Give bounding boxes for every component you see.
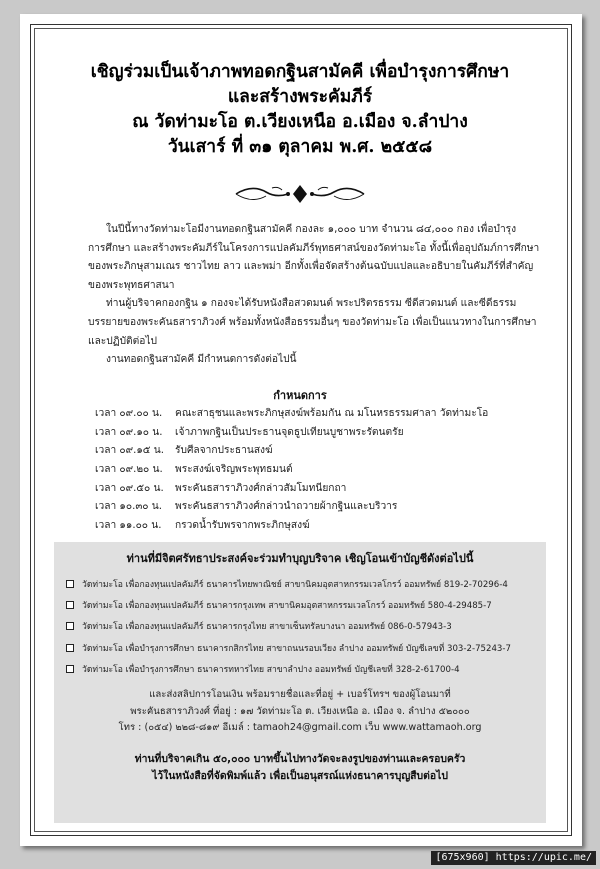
image-host-watermark: [675x960] https://upic.me/ (431, 851, 596, 865)
closing-line: ไว้ในหนังสือที่จัดพิมพ์แล้ว เพื่อเป็นอนุสรณ์แห่งธนาคารบุญสืบต่อไป (152, 770, 448, 782)
heading-line-3: ณ วัดท่ามะโอ ต.เวียงเหนือ อ.เมือง จ.ลำปาง (132, 112, 468, 132)
checkbox-icon (66, 580, 74, 588)
contact-line: โทร : (๐๕๔) ๒๒๘-๘๑๙ อีเมล์ : tamaoh24@gmail.com เว็บ www.wattamaoh.org (118, 722, 482, 733)
heading-line-2: และสร้างพระคัมภีร์ (227, 87, 373, 107)
bank-account-text: วัดท่ามะโอ เพื่อกองทุนแปลคัมภีร์ ธนาคารกรุงเทพ สาขานิคมอุตสาหกรรมเวลโกรว์ ออมทรัพย์ 580-4-29485-7 (82, 600, 492, 611)
schedule-time: เวลา ๐๙.๑๕ น. (95, 445, 164, 457)
bank-account-item (66, 594, 544, 615)
schedule-row (95, 517, 555, 536)
schedule-time: เวลา ๐๙.๑๐ น. (95, 426, 163, 438)
schedule-event: รับศีลจากประธานสงฆ์ (175, 445, 273, 457)
intro-text (88, 221, 548, 370)
schedule-list (95, 405, 555, 536)
schedule-event: พระคันธสาราภิวงศ์กล่าวนำถวายผ้ากฐินและบริวาร (175, 501, 398, 513)
checkbox-icon (66, 622, 74, 630)
checkbox-icon (66, 601, 74, 609)
intro-line: งานทอดกฐินสามัคคี มีกำหนดการดังต่อไปนี้ (106, 354, 297, 366)
schedule-time: เวลา ๐๙.๐๐ น. (95, 408, 163, 419)
bank-account-text: วัดท่ามะโอ เพื่อกองทุนแปลคัมภีร์ ธนาคารกรุงไทย สาขาเซ็นทรัลบางนา ออมทรัพย์ 086-0-57943-3 (82, 622, 452, 633)
schedule-time: เวลา ๑๐.๓๐ น. (95, 501, 162, 513)
schedule-row (95, 405, 555, 424)
schedule-time: เวลา ๐๙.๒๐ น. (95, 464, 163, 476)
bank-account-item (66, 616, 544, 637)
schedule-event: เจ้าภาพกฐินเป็นประธานจุดธูปเทียนบูชาพระรัตนตรัย (175, 426, 404, 438)
schedule-row (95, 480, 555, 499)
checkbox-icon (66, 644, 74, 652)
bank-account-item (66, 658, 544, 679)
ornament-flourish-icon (232, 182, 368, 206)
closing-line: ท่านที่บริจาคเกิน ๕๐,๐๐๐ บาทขึ้นไปทางวัดจะลงรูปของท่านและครอบครัว (134, 753, 466, 765)
schedule-row (95, 461, 555, 480)
intro-line: ของพระพุทธศาสนา (88, 279, 175, 291)
closing-note (54, 751, 546, 785)
schedule-row (95, 442, 555, 461)
heading-line-1: เชิญร่วมเป็นเจ้าภาพทอดกฐินสามัคคี เพื่อบำรุงการศึกษา (90, 62, 510, 82)
schedule-row (95, 424, 555, 443)
poster-heading (0, 60, 600, 160)
schedule-time: เวลา ๑๑.๐๐ น. (95, 520, 162, 532)
schedule-time: เวลา ๐๙.๕๐ น. (95, 482, 164, 494)
donation-panel (54, 542, 546, 823)
intro-line: ท่านผู้บริจาคกองกฐิน ๑ กองจะได้รับหนังสือสวดมนต์ พระปริตรธรรม ซีดีสวดมนต์ และซีดีธรรม (106, 298, 517, 310)
schedule-event: พระสงฆ์เจริญพระพุทธมนต์ (175, 464, 293, 476)
intro-line: ในปีนี้ทางวัดท่ามะโอมีงานทอดกฐินสามัคคี กองละ ๑,๐๐๐ บาท จำนวน ๘๔,๐๐๐ กอง เพื่อบำรุง (106, 224, 517, 235)
contact-line: พระคันธสาราภิวงศ์ ที่อยู่ : ๑๗ วัดท่ามะโอ ต. เวียงเหนือ อ. เมือง จ. ลำปาง ๕๒๐๐๐ (130, 705, 470, 717)
schedule-event: กรวดน้ำรับพรจากพระภิกษุสงฆ์ (175, 520, 310, 532)
bank-account-text: วัดท่ามะโอ เพื่อบำรุงการศึกษา ธนาคารทหารไทย สาขาลำปาง ออมทรัพย์ บัญชีเลขที่ 328-2-61700-4 (82, 664, 460, 675)
heading-line-4: วันเสาร์ ที่ ๓๑ ตุลาคม พ.ศ. ๒๕๕๘ (167, 137, 433, 157)
contact-info (54, 687, 546, 737)
bank-account-list (66, 573, 544, 679)
bank-account-item (66, 573, 544, 594)
intro-line: และปฏิบัติต่อไป (88, 335, 157, 347)
schedule-row (95, 498, 555, 517)
schedule-title: กำหนดการ (273, 389, 327, 402)
bank-account-text: วัดท่ามะโอ เพื่อกองทุนแปลคัมภีร์ ธนาคารไทยพาณิชย์ สาขานิคมอุตสาหกรรมเวลโกรว์ ออมทรัพย์ 819-2-70296-4 (82, 579, 508, 590)
intro-line: การศึกษา และสร้างพระคัมภีร์ในโครงการแปลคัมภีร์พุทธศาสน์ของวัดท่ามะโอ ทั้งนี้เพื่ออุปถัมภ์การศึกษา (88, 242, 540, 254)
bank-account-text: วัดท่ามะโอ เพื่อบำรุงการศึกษา ธนาคารกสิกรไทย สาขาถนนรอบเวียง ลำปาง ออมทรัพย์ บัญชีเลขที่ 303-2-75243-7 (82, 643, 511, 654)
schedule-event: พระคันธสาราภิวงศ์กล่าวสัมโมทนียกถา (175, 482, 347, 494)
schedule-event: คณะสาธุชนและพระภิกษุสงฆ์พร้อมกัน ณ มโนหรธรรมศาลา วัดท่ามะโอ (175, 408, 489, 419)
bank-account-item (66, 637, 544, 658)
checkbox-icon (66, 665, 74, 673)
intro-line: บรรยายของพระคันธสาราภิวงศ์ พร้อมทั้งหนังสือธรรมอื่นๆ ของวัดท่ามะโอ เพื่อเป็นแนวทางในการศึกษา (88, 316, 537, 328)
intro-line: ของพระภิกษุสามเณร ชาวไทย ลาว และพม่า อีกทั้งเพื่อจัดสร้างต้นฉบับแปลและอธิบายในคัมภีร์ที่สำคัญ (88, 261, 534, 273)
contact-line: และส่งสลิปการโอนเงิน พร้อมรายชื่อและที่อยู่ + เบอร์โทรฯ ของผู้โอนมาที่ (149, 689, 451, 700)
donation-heading: ท่านที่มีจิตศรัทธาประสงค์จะร่วมทำบุญบริจาค เชิญโอนเข้าบัญชีดังต่อไปนี้ (126, 552, 474, 565)
